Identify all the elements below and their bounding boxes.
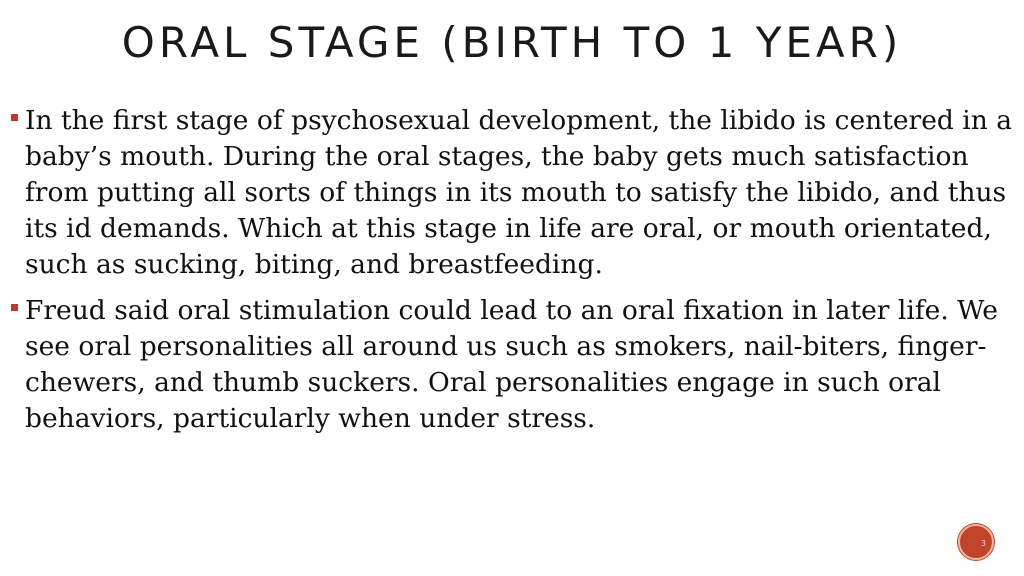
page-number: 3 xyxy=(980,539,986,548)
bullet-text: In the first stage of psychosexual development, the libido is centered in a baby’s mouth. During the oral stages, the baby gets much satisfaction from putting all sorts of things in its mouth to satisfy the libido, and thus its id demands. Which at this stage in life are oral, or mouth orientated, such as sucking, biting, and breastfeeding. xyxy=(25,105,1013,280)
slide-body xyxy=(8,103,1018,447)
bullet-item xyxy=(8,293,1018,437)
slide-title: ORAL STAGE (BIRTH TO 1 YEAR) xyxy=(121,18,903,67)
square-bullet-icon xyxy=(11,304,18,311)
bullet-item xyxy=(8,103,1018,283)
bullet-text: Freud said oral stimulation could lead to an oral fixation in later life. We see oral personalities all around us such as smokers, nail-biters, finger-chewers, and thumb suckers. Oral personalities engage in such oral behaviors, particularly when under stress. xyxy=(25,295,998,434)
square-bullet-icon xyxy=(11,114,18,121)
page-number-badge xyxy=(958,524,994,560)
